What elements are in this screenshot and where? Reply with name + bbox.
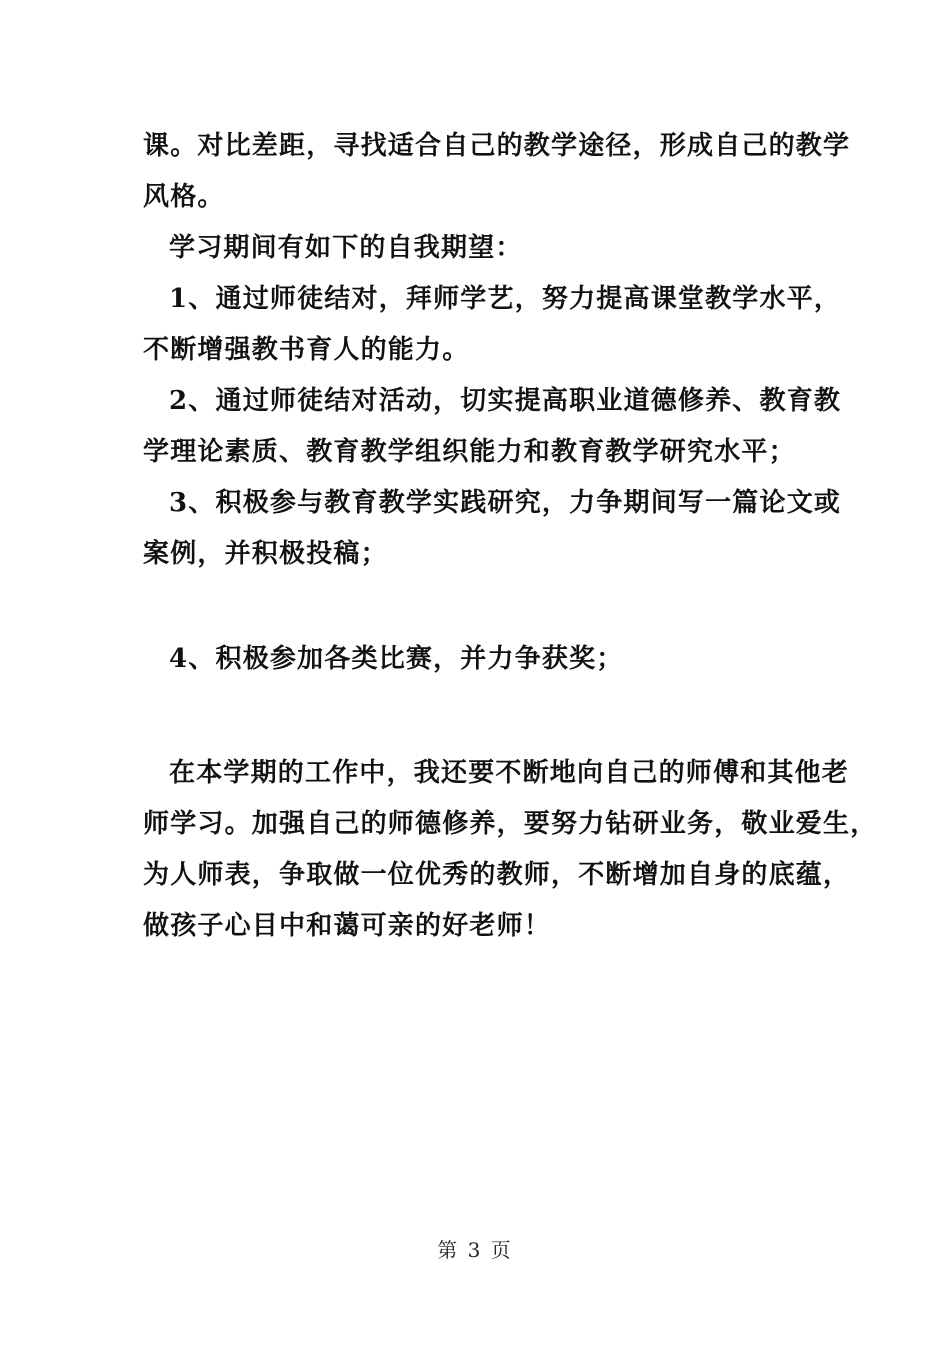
list-item-4 [143, 635, 813, 683]
text-line: 不断增强教书育人的能力。 [143, 335, 470, 365]
paragraph-closing [143, 749, 878, 950]
list-item-2 [143, 377, 842, 476]
list-item-3 [143, 479, 842, 578]
text-line: 师学习。加强自己的师德修养，要努力钻研业务，敬业爱生， [143, 809, 878, 839]
page-number: 第 3 页 [437, 1238, 513, 1262]
text-line: 课。对比差距，寻找适合自己的教学途径，形成自己的教学 [143, 131, 851, 161]
text-line: 为人师表，争取做一位优秀的教师，不断增加自身的底蕴， [143, 860, 851, 890]
text-line: 1、通过师徒结对，拜师学艺，努力提高课堂教学水平， [169, 284, 842, 314]
text-line: 风格。 [143, 182, 225, 212]
text-line: 学理论素质、教育教学组织能力和教育教学研究水平； [143, 437, 796, 467]
text-line: 案例，并积极投稿； [143, 539, 388, 569]
text-line: 学习期间有如下的自我期望： [169, 233, 523, 263]
text-line: 4、积极参加各类比赛，并力争获奖； [169, 644, 624, 674]
text-line: 在本学期的工作中，我还要不断地向自己的师傅和其他老 [169, 758, 850, 788]
text-line: 做孩子心目中和蔼可亲的好老师！ [143, 911, 552, 941]
paragraph-continuation [143, 122, 851, 221]
document-body [143, 122, 878, 950]
paragraph-expectations-heading [143, 224, 813, 272]
list-item-1 [143, 275, 842, 374]
text-line: 3、积极参与教育教学实践研究，力争期间写一篇论文或 [169, 488, 842, 518]
text-line: 2、通过师徒结对活动，切实提高职业道德修养、教育教 [169, 386, 842, 416]
